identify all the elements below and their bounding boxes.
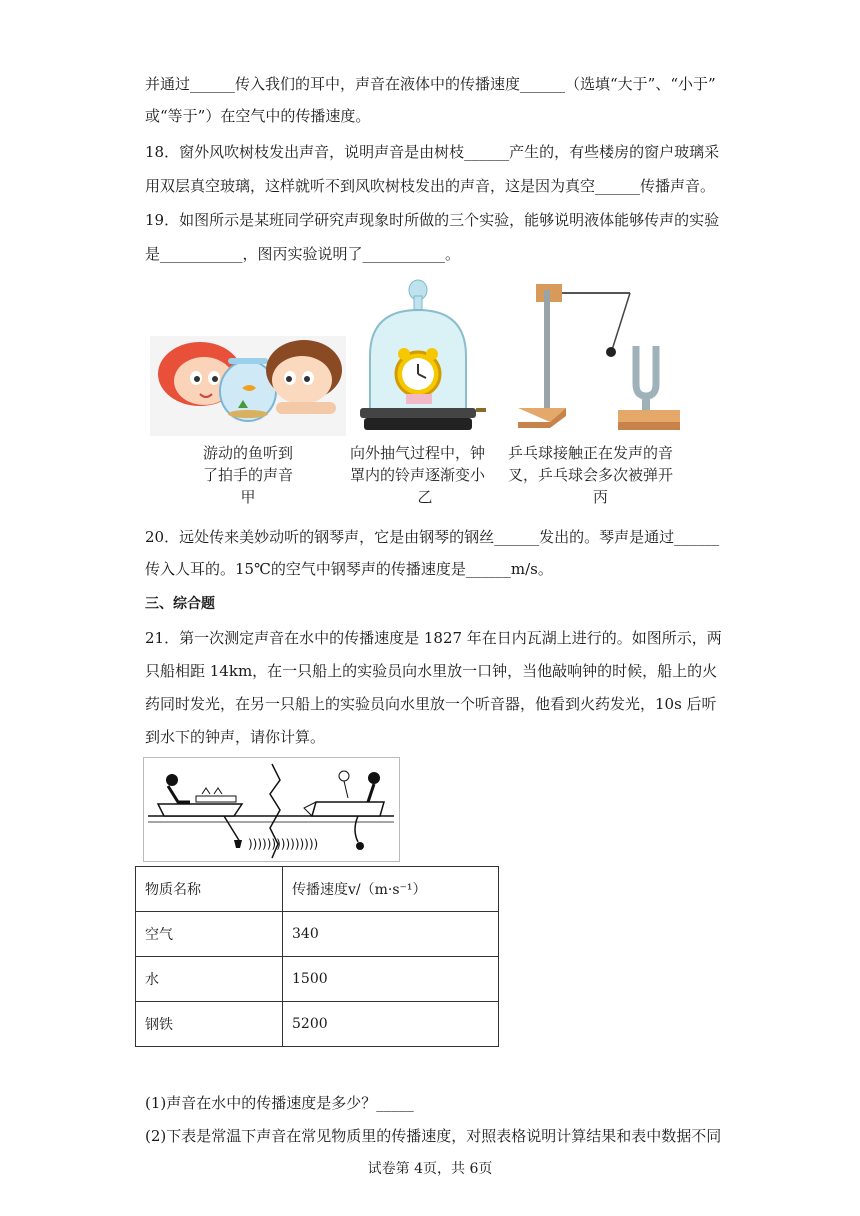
table-cell: 钢铁 <box>136 1002 283 1047</box>
table-header-row <box>136 867 499 912</box>
q21-sub-1: (1)声音在水中的传播速度是多少？_____ <box>145 1094 414 1112</box>
caption-bing-line1: 乒乓球接触正在发声的音 <box>508 444 674 462</box>
q20-line-2: 传入人耳的。15℃的空气中钢琴声的传播速度是______m/s。 <box>145 560 553 578</box>
q18-line-2: 用双层真空玻璃，这样就听不到风吹树枝发出的声音，这是因为真空______传播声音。 <box>145 177 716 195</box>
figure-yi <box>350 276 500 516</box>
bell-jar-illustration <box>350 276 500 441</box>
q20-line-1: 20．远处传来美妙动听的钢琴声，它是由钢琴的钢丝______发出的。琴声是通过______ <box>145 528 720 546</box>
q18-line-1: 18．窗外风吹树枝发出声音，说明声音是由树枝______产生的，有些楼房的窗户玻璃采 <box>145 143 720 161</box>
table-row <box>136 957 499 1002</box>
page-footer: 试卷第 4页，共 6页 <box>367 1161 493 1177</box>
table-cell: 水 <box>136 957 283 1002</box>
caption-yi-line2: 罩内的铃声逐渐变小 <box>350 466 486 484</box>
q19-line-2: 是___________，图丙实验说明了___________。 <box>145 245 461 263</box>
caption-jia-label: 甲 <box>240 488 256 506</box>
table-header-cell: 物质名称 <box>136 867 283 912</box>
q21-sub-2: (2)下表是常温下声音在常见物质里的传播速度，对照表格说明计算结果和表中数据不同 <box>145 1127 722 1145</box>
table-cell: 空气 <box>136 912 283 957</box>
table-row <box>136 1002 499 1047</box>
caption-jia-line2: 了拍手的声音 <box>202 466 293 484</box>
caption-bing-line2: 叉，乒乓球会多次被弹开 <box>508 466 674 484</box>
table-cell: 340 <box>283 912 499 957</box>
q17-line-3: 或“等于”）在空气中的传播速度。 <box>145 107 371 125</box>
caption-bing-label: 丙 <box>592 488 608 506</box>
boats-experiment-figure <box>143 757 400 862</box>
figure-bing <box>508 276 693 516</box>
speed-table <box>135 866 499 1047</box>
caption-yi <box>350 442 500 508</box>
boats-illustration <box>144 758 399 861</box>
table-row <box>136 912 499 957</box>
caption-yi-line1: 向外抽气过程中，钟 <box>350 444 486 462</box>
q21-line-3: 药同时发光，在另一只船上的实验员向水里放一个听音器，他看到火药发光，10s 后听 <box>145 695 717 713</box>
caption-bing <box>508 442 693 508</box>
caption-yi-label: 乙 <box>417 488 433 506</box>
table-cell: 5200 <box>283 1002 499 1047</box>
q21-line-4: 到水下的钟声，请你计算。 <box>145 728 326 746</box>
q21-line-1: 21．第一次测定声音在水中的传播速度是 1827 年在日内瓦湖上进行的。如图所示，两 <box>145 629 722 647</box>
caption-jia <box>148 442 348 508</box>
table-header-cell: 传播速度v/（m·s⁻¹） <box>283 867 499 912</box>
tuning-fork-illustration <box>508 276 693 441</box>
q21-line-2: 只船相距 14km，在一只船上的实验员向水里放一口钟，当他敲响钟的时候，船上的火 <box>145 662 718 680</box>
q19-line-1: 19．如图所示是某班同学研究声现象时所做的三个实验，能够说明液体能够传声的实验 <box>145 211 720 229</box>
figure-jia <box>148 276 348 516</box>
q17-line-2: 并通过______传入我们的耳中，声音在液体中的传播速度______（选填“大于”、“小于” <box>145 75 716 93</box>
section-heading: 三、综合题 <box>145 596 215 612</box>
caption-jia-line1: 游动的鱼听到 <box>202 444 293 462</box>
figure-19 <box>148 276 693 516</box>
svg-text:))))))))))))))): ))))))))))))))) <box>248 837 319 851</box>
kids-fishbowl-illustration <box>148 276 348 441</box>
table-cell: 1500 <box>283 957 499 1002</box>
